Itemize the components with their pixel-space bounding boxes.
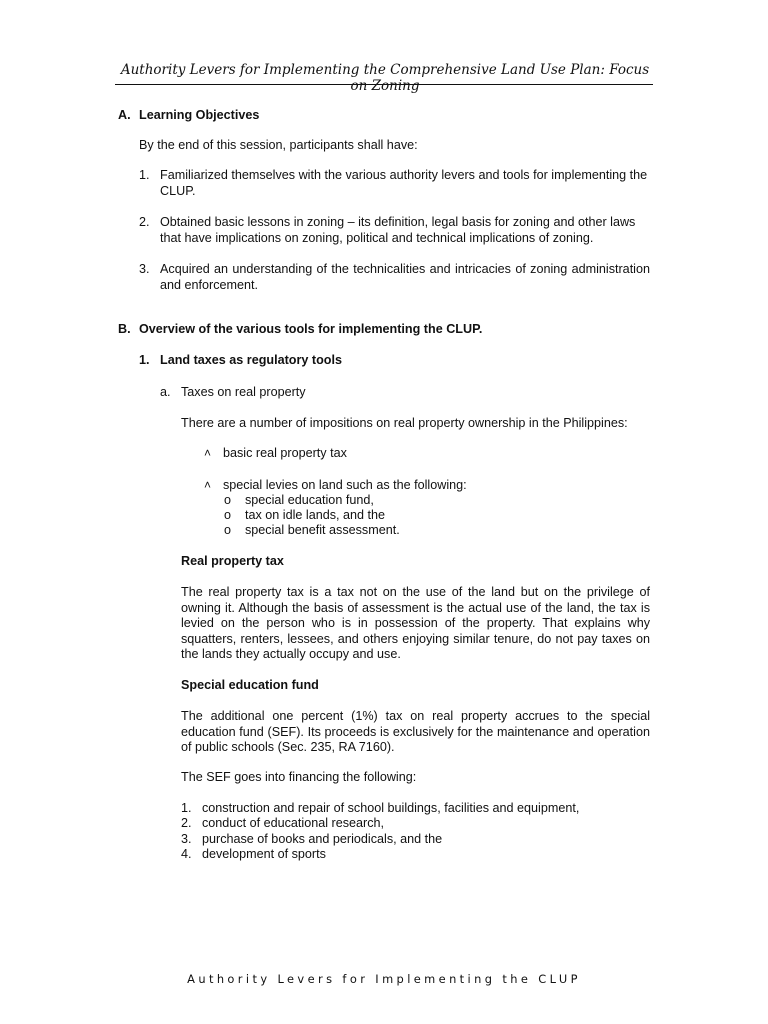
- sef-item: development of sports: [202, 847, 326, 861]
- subsection-1-heading: Land taxes as regulatory tools: [160, 353, 342, 367]
- levy-item: tax on idle lands, and the: [245, 508, 386, 522]
- sef-paragraph: The additional one percent (1%) tax on real property accrues to the special education fund (SEF). Its proceeds is exclusively for the maintenance and operation of public schools (Sec. 235, RA 7160).: [181, 709, 650, 754]
- objective-1-number: 1.: [139, 168, 150, 182]
- bullet-basic-tax: basic real property tax: [223, 446, 347, 460]
- header-title: Authority Levers for Implementing the Comprehensive Land Use Plan: Focus on Zoning: [120, 62, 650, 94]
- objective-2-text: Obtained basic lessons in zoning – its definition, legal basis for zoning and other laws that have implications on zoning, political and technical implications of zoning.: [160, 215, 636, 245]
- caret-bullet-icon: ˄: [204, 478, 212, 492]
- section-b-heading: Overview of the various tools for implementing the CLUP.: [139, 322, 483, 336]
- subsection-1-number: 1.: [139, 353, 150, 367]
- section-b-marker: B.: [118, 322, 131, 336]
- sef-item: construction and repair of school buildings, facilities and equipment,: [202, 801, 580, 815]
- sef-item-number: 2.: [181, 816, 192, 830]
- rpt-heading: Real property tax: [181, 554, 284, 568]
- levy-item: special benefit assessment.: [245, 523, 400, 537]
- objective-2-number: 2.: [139, 215, 150, 229]
- item-a-title: Taxes on real property: [181, 385, 306, 399]
- rpt-paragraph: The real property tax is a tax not on the use of the land but on the privilege of owning it. Although the basis of assessment is the actual use of the land, the tax is levied on the person who is in possession of the property. That explains why squatters, renters, lessees, and others enjoying similar tenure, do not pay taxes on the lands they actually occupy and use.: [181, 585, 650, 661]
- objective-3-number: 3.: [139, 262, 150, 276]
- caret-bullet-icon: ˄: [204, 446, 212, 460]
- header-divider: [115, 84, 653, 85]
- circle-bullet-icon: o: [224, 508, 232, 522]
- circle-bullet-icon: o: [224, 523, 232, 537]
- sef-item: conduct of educational research,: [202, 816, 385, 830]
- bullet-special-levies: special levies on land such as the following:: [223, 478, 467, 492]
- sef-item-number: 4.: [181, 847, 192, 861]
- impositions-intro: There are a number of impositions on real property ownership in the Philippines:: [181, 416, 628, 430]
- sef-heading: Special education fund: [181, 678, 319, 692]
- levy-item: special education fund,: [245, 493, 374, 507]
- section-a-heading: Learning Objectives: [139, 108, 260, 122]
- section-a-intro: By the end of this session, participants shall have:: [139, 138, 418, 152]
- section-a-marker: A.: [118, 108, 131, 122]
- page-footer: Authority Levers for Implementing the CLUP: [187, 972, 581, 986]
- sef-item: purchase of books and periodicals, and the: [202, 832, 443, 846]
- sef-list-intro: The SEF goes into financing the following:: [181, 770, 417, 784]
- sef-item-number: 3.: [181, 832, 192, 846]
- item-a-letter: a.: [160, 385, 171, 399]
- objective-3-text: Acquired an understanding of the technicalities and intricacies of zoning administration and enforcement.: [160, 262, 650, 292]
- sef-item-number: 1.: [181, 801, 192, 815]
- objective-1-text: Familiarized themselves with the various authority levers and tools for implementing the CLUP.: [160, 168, 648, 198]
- circle-bullet-icon: o: [224, 493, 232, 507]
